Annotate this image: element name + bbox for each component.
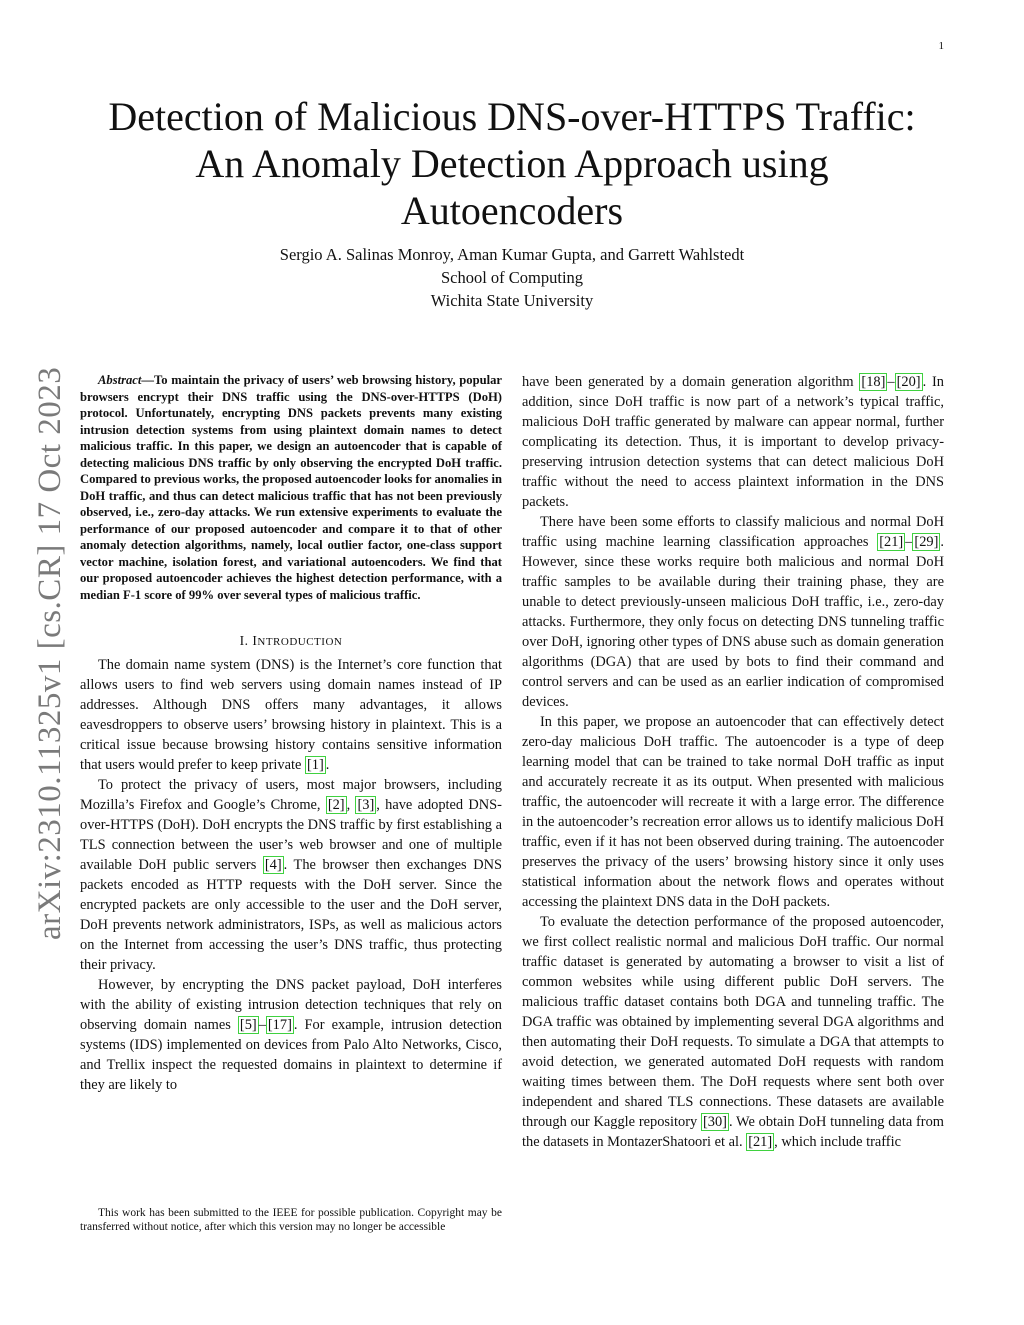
page-number: 1 — [938, 40, 944, 52]
paragraph-text: , have adopted DNS-over-HTTPS (DoH). DoH encrypts the DNS traffic by first establishing a TLS connection between the user’s web browser and one of multiple available DoH public servers — [80, 797, 502, 873]
intro-paragraph — [80, 975, 502, 1095]
paragraph-text: . In addition, since DoH traffic is now part of a network’s typical traffic, malicious DoH traffic generated by malware can appear normal, further complicating its detection. Thus, it is important to develop privacy-preserving intrusion detection systems that can detect malicious DoH traffic without the need to access plaintext information in the DNS packets. — [522, 374, 944, 510]
title-line: An Anomaly Detection Approach using — [195, 141, 829, 186]
paragraph-text: , — [346, 797, 356, 813]
left-column — [80, 372, 502, 1095]
section-title-rest: NTRODUCTION — [257, 636, 343, 648]
citation-link[interactable]: [29] — [914, 534, 939, 550]
citation-link[interactable]: [30] — [702, 1114, 727, 1130]
body-paragraph — [522, 712, 944, 912]
paragraph-text: The domain name system (DNS) is the Internet’s core function that allows users to find web servers using domain names instead of IP addresses. Although DNS offers many advantages, it allows eavesdroppers to observe users’ browsing history in plaintext. This is a critical issue because browsing history contains sensitive information that users would prefer to keep private — [80, 657, 502, 773]
paper-title — [82, 93, 942, 234]
paragraph-text: – — [905, 534, 913, 550]
footnote: This work has been submitted to the IEEE for possible publication. Copyright may be transferred without notice, after which this version may no longer be accessible — [80, 1207, 502, 1233]
paragraph-text: . However, since these works require both malicious and normal DoH traffic samples to be available during their training phase, they are unable to detect previously-unseen malicious DoH traffic, i.e., zero-day attacks. Furthermore, they only focus on detecting DNS tunneling traffic over DoH, ignoring other types of DNS abuse such as domain generation algorithms (DGA) that are used by bots to find their command and control servers and can be used as an earlier indication of compromised devices. — [522, 534, 944, 710]
section-numeral: I. — [239, 633, 253, 648]
paragraph-text: . For example, intrusion detection systems (IDS) implemented on devices from Palo Alto Networks, Cisco, and Trellix inspect the requested domains in plaintext to determine if they are likely to — [80, 1017, 502, 1093]
citation-link[interactable]: [1] — [306, 757, 324, 773]
citation-link[interactable]: [21] — [748, 1134, 773, 1150]
section-heading-introduction — [80, 633, 502, 649]
citation-link[interactable]: [21] — [879, 534, 904, 550]
abstract-label: Abstract — [98, 373, 142, 387]
title-line: Detection of Malicious DNS-over-HTTPS Traffic: — [108, 94, 916, 139]
affiliation-line: School of Computing — [440, 268, 584, 287]
paragraph-text: . — [325, 757, 330, 773]
citation-link[interactable]: [5] — [239, 1017, 257, 1033]
paragraph-text: . The browser then exchanges DNS packets encoded as HTTP requests with the DoH server. Since the encrypted packets are only accessible to the user and the DoH server, DoH prevents network administrators, ISPs, as well as malicious actors on the Internet from accessing the user’s DNS traffic, thus protecting their privacy. — [80, 857, 502, 973]
paragraph-text: – — [887, 374, 895, 390]
author-block — [82, 243, 942, 312]
citation-link[interactable]: [20] — [896, 374, 921, 390]
title-line: Autoencoders — [400, 188, 624, 233]
paragraph-text: There have been some efforts to classify malicious and normal DoH traffic using machine learning classification approaches — [522, 514, 944, 550]
arxiv-identifier: arXiv:2310.11325v1 [cs.CR] 17 Oct 2023 — [32, 366, 68, 940]
citation-link[interactable]: [18] — [861, 374, 886, 390]
citation-link[interactable]: [2] — [327, 797, 345, 813]
citation-link[interactable]: [3] — [357, 797, 375, 813]
abstract — [80, 372, 502, 603]
abstract-dash: — — [141, 373, 154, 387]
citation-link[interactable]: [17] — [267, 1017, 292, 1033]
paragraph-text: have been generated by a domain generation algorithm — [522, 374, 860, 390]
paragraph-text: To protect the privacy of users, most major browsers, including Mozilla’s Firefox and Google’s Chrome, — [80, 777, 502, 813]
body-paragraph — [522, 372, 944, 512]
affiliation-line: Wichita State University — [430, 291, 594, 310]
body-paragraph — [522, 912, 944, 1152]
paragraph-text: To evaluate the detection performance of the proposed autoencoder, we first collect realistic normal and malicious DoH traffic. Our normal traffic dataset is generated by automating a browser to visit a list of common websites while using different public DoH servers. The malicious traffic dataset contains both DGA and tunneling traffic. The DGA traffic was obtained by implementing several DGA algorithms and then automating their DoH requests. To simulate a DGA that attempts to avoid detection, we generated automated DoH requests with random waiting times between them. The DoH requests where sent both over independent and shared TLS connections. These datasets are available through our Kaggle repository — [522, 914, 944, 1130]
intro-paragraph — [80, 775, 502, 975]
body-paragraph — [522, 512, 944, 712]
author-names: Sergio A. Salinas Monroy, Aman Kumar Gupta, and Garrett Wahlstedt — [279, 245, 745, 264]
paragraph-text: , which include traffic — [774, 1134, 901, 1150]
abstract-text: To maintain the privacy of users’ web browsing history, popular browsers encrypt their DNS traffic using the DNS-over-HTTPS (DoH) protocol. Unfortunately, encrypting DNS packets prevents many existing intrusion detection systems from using plaintext domain names to detect malicious traffic. In this paper, we design an autoencoder that is capable of detecting malicious DNS traffic by only observing the encrypted DoH traffic. Compared to previous works, the proposed autoencoder looks for anomalies in DoH traffic, and thus can detect malicious traffic that has not been previously observed, i.e., zero-day attacks. We run extensive experiments to evaluate the performance of our proposed autoencoder and compare it to that of other anomaly detection algorithms, namely, local outlier factor, one-class support vector machine, isolation forest, and variational autoencoders. We find that our proposed autoencoder achieves the highest detection performance, with a median F-1 score of 99% over several types of malicious traffic. — [80, 373, 502, 602]
paragraph-text: – — [258, 1017, 266, 1033]
right-column — [522, 372, 944, 1152]
citation-link[interactable]: [4] — [264, 857, 282, 873]
section-initial: I — [252, 633, 258, 648]
intro-paragraph — [80, 655, 502, 775]
paragraph-text: However, by encrypting the DNS packet payload, DoH interferes with the ability of existing intrusion detection techniques that rely on observing domain names — [80, 977, 502, 1033]
paragraph-text: In this paper, we propose an autoencoder that can effectively detect zero-day malicious DoH traffic. The autoencoder is a type of deep learning model that can be trained to take normal DoH traffic as input and accurately recreate it as its output. When presented with malicious traffic, the autoencoder will recreate it with a large error. The difference in the autoencoder’s recreation error allows us to identify malicious DoH traffic, even if it has not been observed during training. The autoencoder preserves the privacy of the users’ browsing history since it only uses statistical information about the network flows and operates without accessing the plaintext DNS data in the DoH packets. — [522, 714, 944, 910]
paragraph-text: . We obtain DoH tunneling data from the datasets in MontazerShatoori et al. — [522, 1114, 944, 1150]
